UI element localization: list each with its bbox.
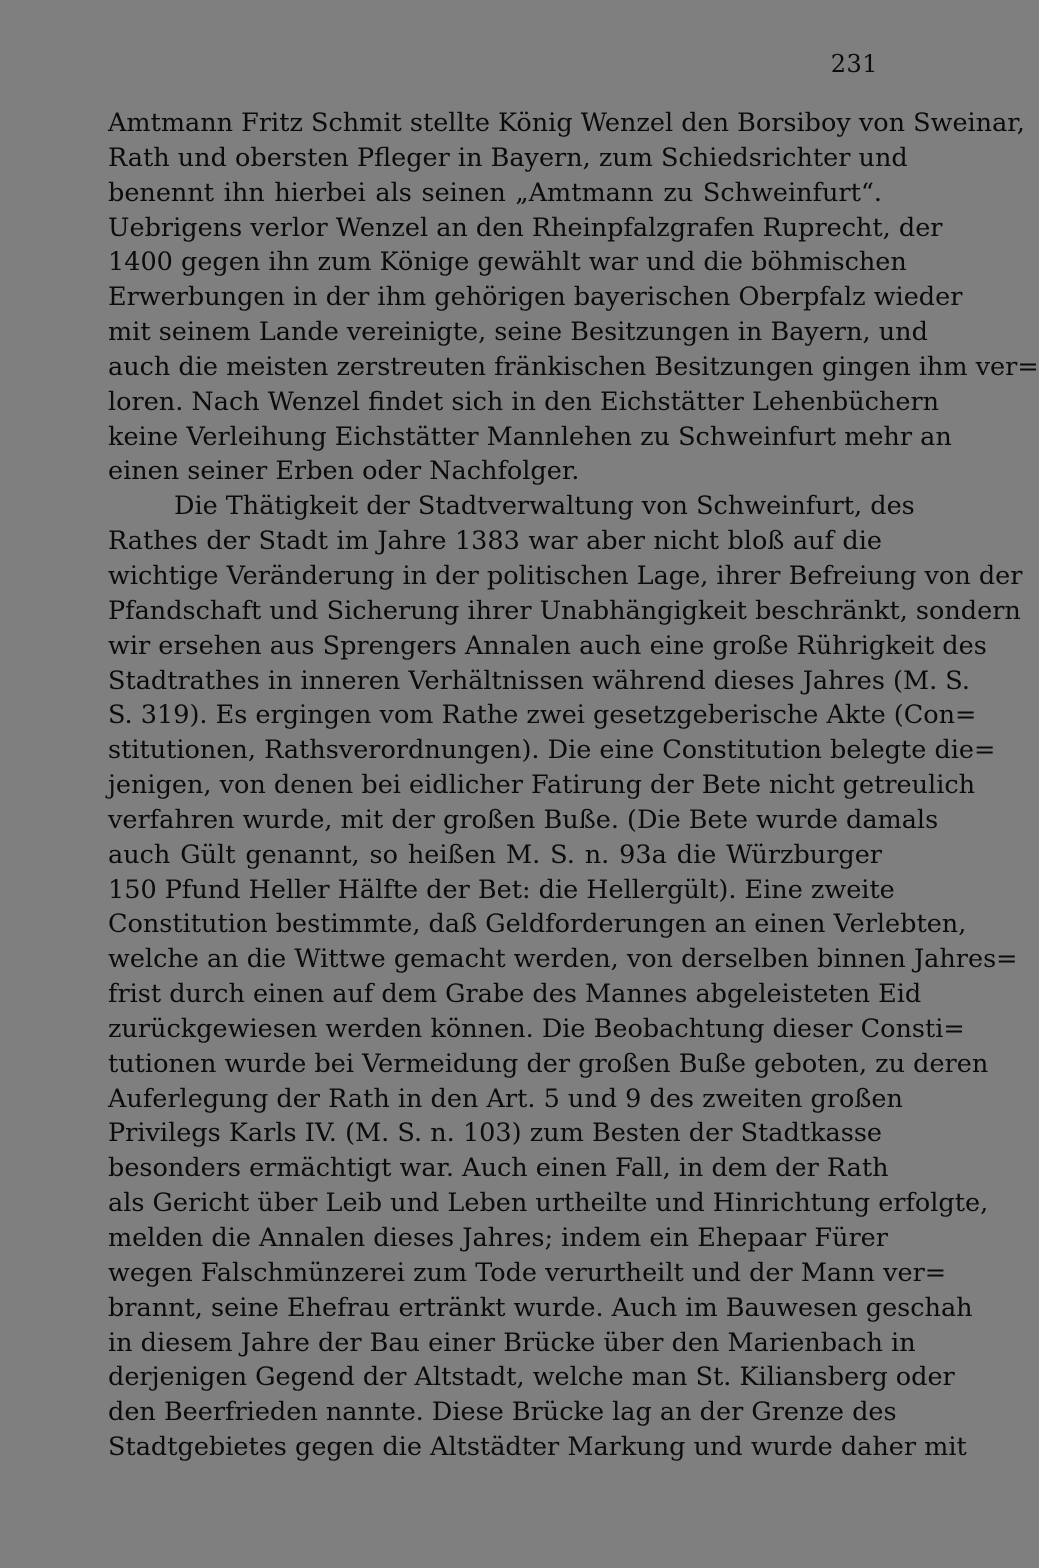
paragraph-1	[108, 106, 1039, 489]
body-text	[108, 106, 1039, 1465]
text-line: zurückgewiesen werden können. Die Beobachtung dieser Consti=	[108, 1013, 965, 1044]
text-line: 1400 gegen ihn zum Könige gewählt war und die böhmischen	[108, 247, 907, 278]
page-number: 231	[830, 50, 878, 78]
text-line: Amtmann Fritz Schmit stellte König Wenzel den Borsiboy von Sweinar,	[108, 108, 1025, 138]
text-line: den Beerfrieden nannte. Diese Brücke lag an der Grenze des	[108, 1397, 897, 1428]
text-line: verfahren wurde, mit der großen Buße. (Die Bete wurde damals	[108, 804, 939, 835]
text-line: stitutionen, Rathsverordnungen). Die eine Constitution belegte die=	[108, 735, 996, 766]
text-line: mit seinem Lande vereinigte, seine Besitzungen in Bayern, und	[108, 317, 928, 348]
text-line: jenigen, von denen bei eidlicher Fatirung der Bete nicht getreulich	[108, 770, 976, 801]
text-line: derjenigen Gegend der Altstadt, welche man St. Kiliansberg oder	[108, 1362, 955, 1393]
text-line: melden die Annalen dieses Jahres; indem ein Ehepaar Fürer	[108, 1223, 888, 1253]
text-line: Auferlegung der Rath in den Art. 5 und 9 des zweiten großen	[108, 1083, 903, 1114]
text-line: Stadtrathes in inneren Verhältnissen während dieses Jahres (M. S.	[108, 665, 970, 696]
text-line: in diesem Jahre der Bau einer Brücke über den Marienbach in	[108, 1327, 916, 1358]
text-line: einen seiner Erben oder Nachfolger.	[108, 456, 580, 487]
text-line: Pfandschaft und Sicherung ihrer Unabhängigkeit beschränkt, sondern	[108, 595, 1021, 626]
text-line: Rath und obersten Pfleger in Bayern, zum Schiedsrichter und	[108, 142, 908, 173]
text-line: loren. Nach Wenzel findet sich in den Eichstätter Lehenbüchern	[108, 386, 940, 417]
text-line: Erwerbungen in der ihm gehörigen bayerischen Oberpfalz wieder	[108, 282, 963, 313]
text-line: Die Thätigkeit der Stadtverwaltung von Schweinfurt, des	[174, 491, 915, 522]
text-line: tutionen wurde bei Vermeidung der großen Buße geboten, zu deren	[108, 1048, 989, 1079]
text-line: auch die meisten zerstreuten fränkischen Besitzungen gingen ihm ver=	[108, 351, 1039, 382]
text-line: wichtige Veränderung in der politischen Lage, ihrer Befreiung von der	[108, 560, 1023, 591]
text-line: Constitution bestimmte, daß Geldforderungen an einen Verlebten,	[108, 909, 967, 940]
text-line: frist durch einen auf dem Grabe des Mannes abgeleisteten Eid	[108, 979, 922, 1010]
text-line: 150 Pfund Heller Hälfte der Bet: die Hellergült). Eine zweite	[108, 874, 895, 905]
text-line: als Gericht über Leib und Leben urtheilte und Hinrichtung erfolgte,	[108, 1188, 989, 1219]
text-line: besonders ermächtigt war. Auch einen Fall, in dem der Rath	[108, 1153, 889, 1184]
text-line: Stadtgebietes gegen die Altstädter Markung und wurde daher mit	[108, 1432, 967, 1463]
text-line: welche an die Wittwe gemacht werden, von derselben binnen Jahres=	[108, 944, 1018, 975]
text-line: auch Gült genannt, so heißen M. S. n. 93a die Würzburger	[108, 839, 882, 870]
text-line: Privilegs Karls IV. (M. S. n. 103) zum Besten der Stadtkasse	[108, 1118, 882, 1149]
text-line: wir ersehen aus Sprengers Annalen auch eine große Rührigkeit des	[108, 630, 987, 661]
text-line: keine Verleihung Eichstätter Mannlehen zu Schweinfurt mehr an	[108, 421, 952, 452]
text-line: Uebrigens verlor Wenzel an den Rheinpfalzgrafen Ruprecht, der	[108, 212, 943, 243]
text-line: wegen Falschmünzerei zum Tode verurtheilt und der Mann ver=	[108, 1257, 947, 1288]
text-line: benennt ihn hierbei als seinen „Amtmann zu Schweinfurt“.	[108, 177, 882, 208]
text-line: S. 319). Es ergingen vom Rathe zwei gesetzgeberische Akte (Con=	[108, 700, 977, 731]
paragraph-2	[108, 489, 1023, 1465]
text-line: Rathes der Stadt im Jahre 1383 war aber nicht bloß auf die	[108, 526, 882, 557]
text-line: brannt, seine Ehefrau ertränkt wurde. Auch im Bauwesen geschah	[108, 1292, 973, 1323]
